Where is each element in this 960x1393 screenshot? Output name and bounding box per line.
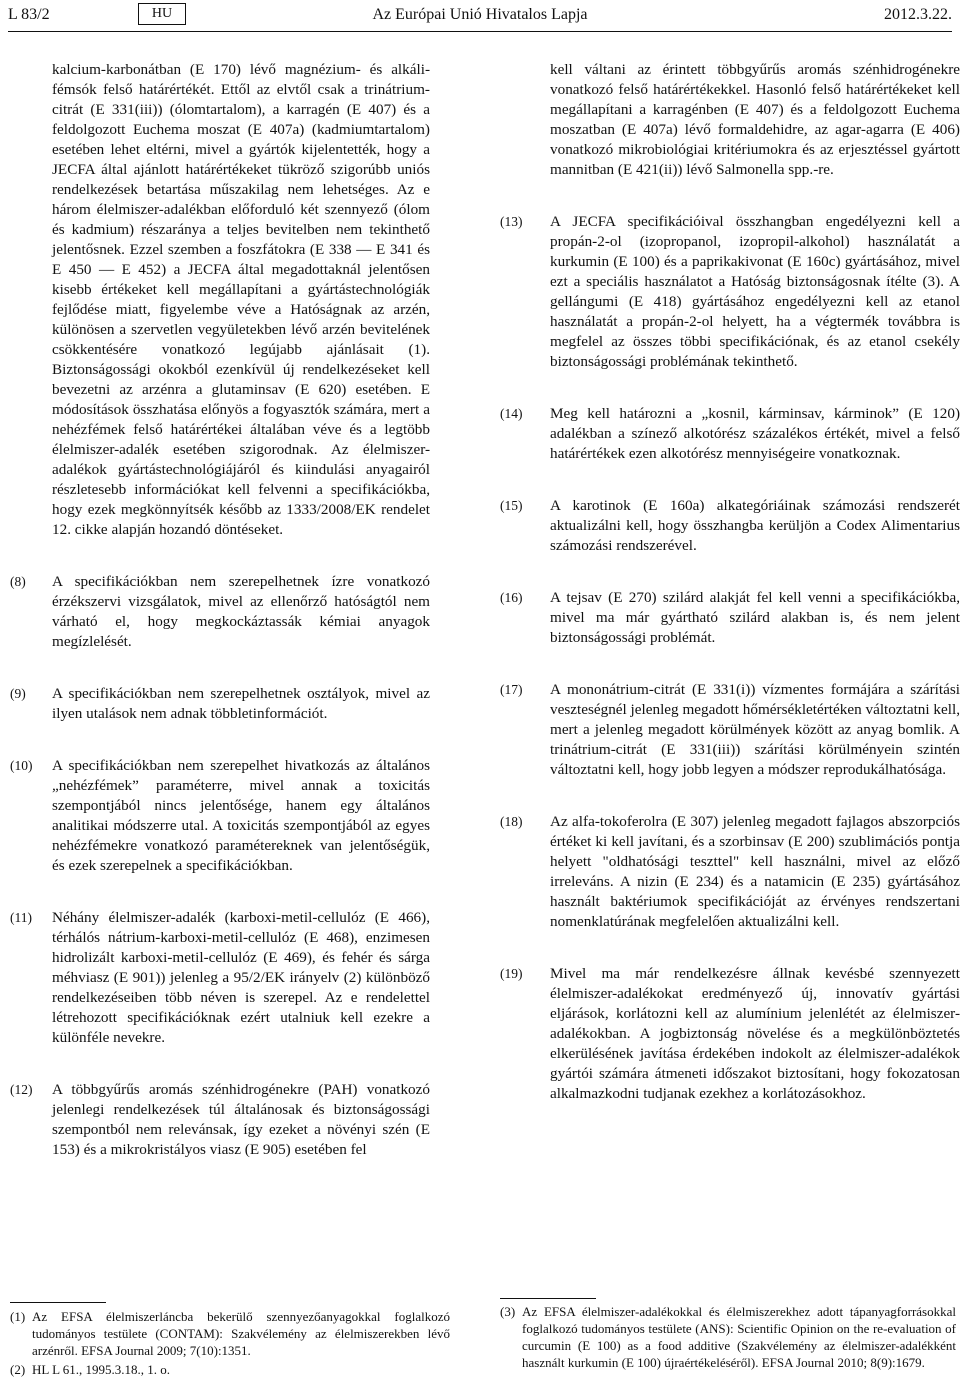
recital-15 — [500, 496, 960, 556]
recital-number: (19) — [500, 966, 523, 981]
recital-16 — [500, 588, 960, 648]
recital-text: A tejsav (E 270) szilárd alakját fel kell venni a specifikációkba, mivel ma már gyártható szilárd alakban is, és nem jelent biztonságossági problémát. — [550, 589, 960, 646]
footnote-1 — [10, 1308, 450, 1359]
page-reference: L 83/2 — [8, 6, 50, 23]
footnote-text: HL L 61., 1995.3.18., 1. o. — [32, 1362, 171, 1377]
recital-text: A specifikációkban nem szerepelhetnek ízre vonatkozó érzékszervi vizsgálatok, mivel az ellenőrző hatóságtól nem várható el, hogy megkockáztassák kémiai anyagok megízlelését. — [52, 573, 430, 650]
recital-number: (14) — [500, 406, 523, 421]
publication-date: 2012.3.22. — [884, 6, 952, 23]
header-rule — [8, 31, 952, 32]
recital-text: A mononátrium-citrát (E 331(i)) vízmentes formájára a szárítási veszteségnél jelenleg megadott hőmérsékletértéken változtatni kell, mert a jelenleg megadott körülmények között az anyag bomlik. A trinátrium-citrát (E 331(iii)) szárítási körülményein szintén változtatni kell, hogy jobb legyen a módszer reprodukálhatósága. — [550, 681, 960, 778]
recital-number: (8) — [10, 574, 26, 589]
footnote-rule — [10, 1302, 106, 1303]
recital-13 — [500, 212, 960, 372]
footnote-marker: (2) — [10, 1362, 26, 1377]
right-column — [500, 60, 960, 1104]
language-badge: HU — [138, 3, 186, 25]
recital-text: Néhány élelmiszer-adalék (karboxi-metil-cellulóz (E 466), térhálós nátrium-karboxi-metil-cellulóz (E 468), enzimesen hidrolizált karboxi-metil-cellulóz (E 469), és fehér és sárga méhviasz (E 901)) jelenleg a 95/2/EK irányelv (2) különböző rendelkezéseiben több néven is szerepel. Az e rendelettel létrehozott specifikációknak ezért utalniuk kell ezekre a különféle nevekre. — [52, 909, 430, 1046]
footnote-2 — [10, 1361, 450, 1378]
recital-14 — [500, 404, 960, 464]
recital-text: Meg kell határozni a „kosnil, kárminsav, kárminok” (E 120) adalékban a színező alkotórész százalékos értékét, mivel a felső határértékek ezen alkotórész mennyiségeire vonatkoznak. — [550, 405, 960, 462]
recital-12 — [10, 1080, 430, 1160]
recital-17 — [500, 680, 960, 780]
recital-text: A JECFA specifikációival összhangban engedélyezni kell a propán-2-ol (izopropanol, izopropil-alkohol) használatát a kurkumin (E 100) és a paprikakivonat (E 160c) gyártásához, mivel ezt a speciális használatot a Hatóság biztonságosnak ítélte (3). A gellángumi (E 418) gyártásához engedélyezni kell az etanol használatát a propán-2-ol helyett, ha a végtermék továbbra is megfelel az összes többi specifikációnak, és az etanol csekély biztonságossági problémának tekinthető. — [550, 213, 960, 370]
page-header — [0, 0, 960, 40]
recital-number: (10) — [10, 758, 33, 773]
recital-number: (15) — [500, 498, 523, 513]
recital-9 — [10, 684, 430, 724]
footnote-rule — [500, 1298, 596, 1299]
recital-text: A specifikációkban nem szerepelhetnek osztályok, mivel az ilyen utalások nem adnak többletinformációt. — [52, 685, 430, 722]
recital-number: (13) — [500, 214, 523, 229]
recital-text: Az alfa-tokoferolra (E 307) jelenleg megadott fajlagos abszorpciós értéket ki kell javítani, és a szorbinsav (E 200) szublimációs pontja helyett "oldhatósági teszttel" kell használni, mivel az előző irreleváns. A nizin (E 234) és a natamicin (E 235) gyártásához használt baktériumok specifikációját az érvényes rendszertani nomenklatúrának megfelelően aktualizálni kell. — [550, 813, 960, 930]
recital-number: (12) — [10, 1082, 33, 1097]
right-continuation-text: kell váltani az érintett többgyűrűs aromás szénhidrogénekre vonatkozó felső határértékekkel. Hasonló felső határértékeket kell megállapítani a karragénben (E 407) és a feldolgozott Euchema moszatban (E 407a) lévő formaldehidre, az agar-agarra (E 406) vonatkozó mikrobiológiai kritériumokra és az erjesztéssel gyártott mannitban (E 421(ii)) lévő Salmonella spp.-re. — [550, 61, 960, 178]
left-column — [10, 60, 430, 1160]
footnote-marker: (3) — [500, 1304, 516, 1319]
journal-title: Az Európai Unió Hivatalos Lapja — [372, 6, 588, 23]
recital-10 — [10, 756, 430, 876]
recital-text: A specifikációkban nem szerepelhet hivatkozás az általános „nehézfémek” paraméterre, mivel annak a toxicitás szempontjából nincs jelentősége, hanem egy általános analitikai módszerre utal. A toxicitás szempontjából az egyes nehézfémekre vonatkozó paramétereknek van jelentőségük, és ezek szerepelnek a specifikációkban. — [52, 757, 430, 874]
recital-11 — [10, 908, 430, 1048]
left-continuation-text: kalcium-karbonátban (E 170) lévő magnézium- és alkálifémsók felső határértékét. Ettől az elvtől csak a trinátrium-citrát (E 331(iii)) (ólomtartalom), a karragén (E 407) és a feldolgozott Euchema moszat (E 407a) (kadmiumtartalom) esetében lehet eltérni, mivel a gyártók kijelentették, hogy a JECFA által ajánlott határértékeket tükröző szigorúbb uniós rendelkezések betartása műszakilag nem lehetséges. Az e három élelmiszer-adalékban előforduló két szennyező (ólom és kadmium) részaránya a teljes bevitelben nem tekinthető jelentősnek. Ezzel szemben a foszfátokra (E 338 — E 341 és E 450 — E 452) a JECFA által megadottaknál jelentősen kisebb értékeket kell megállapítani a gyártástechnológiák fejlődése miatt, figyelembe véve a Hatóságnak az arzén, különösen a szervetlen vegyületekben lévő arzén bevitelének csökkentésére vonatkozó legújabb ajánlásait (1). Biztonságossági okokból ezenkívül új rendelkezéseket kell bevezetni az arzénra a glutaminsav (E 620) esetében. E módosítások összhatása előnyös a fogyasztók számára, mert a nehézfémek felső határértékei általában véve és a legtöbb élelmiszer-adalék esetében szigorodnak. Az élelmiszer-adalékok gyártástechnológiájáról és kiindulási anyagairól részletesebb információkat kell felvenni a specifikációkba, hogy ezek megkönnyítsék később az 1333/2008/EK rendelet 12. cikke alapján hozandó döntéseket. — [52, 61, 430, 538]
recital-18 — [500, 812, 960, 932]
footnote-3 — [500, 1303, 956, 1371]
recital-number: (17) — [500, 682, 523, 697]
recital-number: (11) — [10, 910, 32, 925]
recital-text: A többgyűrűs aromás szénhidrogénekre (PAH) vonatkozó jelenlegi rendelkezések túl általánosak és biztonságossági szempontból nem relevánsak, így ezeket a növényi szén (E 153) és a mikrokristályos viasz (E 905) esetében fel — [52, 1081, 430, 1158]
recital-number: (18) — [500, 814, 523, 829]
recital-number: (16) — [500, 590, 523, 605]
recital-text: A karotinok (E 160a) alkategóriáinak számozási rendszerét aktualizálni kell, hogy összhangba kerüljön a Codex Alimentarius számozási rendszerével. — [550, 497, 960, 554]
footnote-marker: (1) — [10, 1309, 26, 1324]
footnote-text: Az EFSA élelmiszerláncba bekerülő szennyezőanyagokkal foglalkozó tudományos testülete (CONTAM): Szakvélemény az élelmiszerekben lévő arzénről. EFSA Journal 2009; 7(10):1351. — [32, 1309, 450, 1358]
recital-8 — [10, 572, 430, 652]
footnote-text: Az EFSA élelmiszer-adalékokkal és élelmiszerekhez adott tápanyagforrásokkal foglalkozó tudományos testülete (ANS): Scientific Opinion on the re-evaluation of curcumin (E 100) as a food additive (Szakvélemény az élelmiszer-adalékként használt kurkumin (E 100) újraértékeléséről). EFSA Journal 2010; 8(9):1679. — [522, 1304, 956, 1370]
recital-number: (9) — [10, 686, 26, 701]
recital-text: Mivel ma már rendelkezésre állnak kevésbé szennyezett élelmiszer-adalékokat eredményező új, innovatív gyártási eljárások, korlátozni kell az alumínium jelenlétét az élelmiszer-adalékokban. A jogbiztonság növelése és a megkülönböztetés elkerülésének javítása érdekében indokolt az élelmiszer-adalékok gyártói számára átmeneti időszakot biztosítani, hogy fokozatosan alkalmazkodni tudjanak ezekhez a korlátozásokhoz. — [550, 965, 960, 1102]
recital-19 — [500, 964, 960, 1104]
